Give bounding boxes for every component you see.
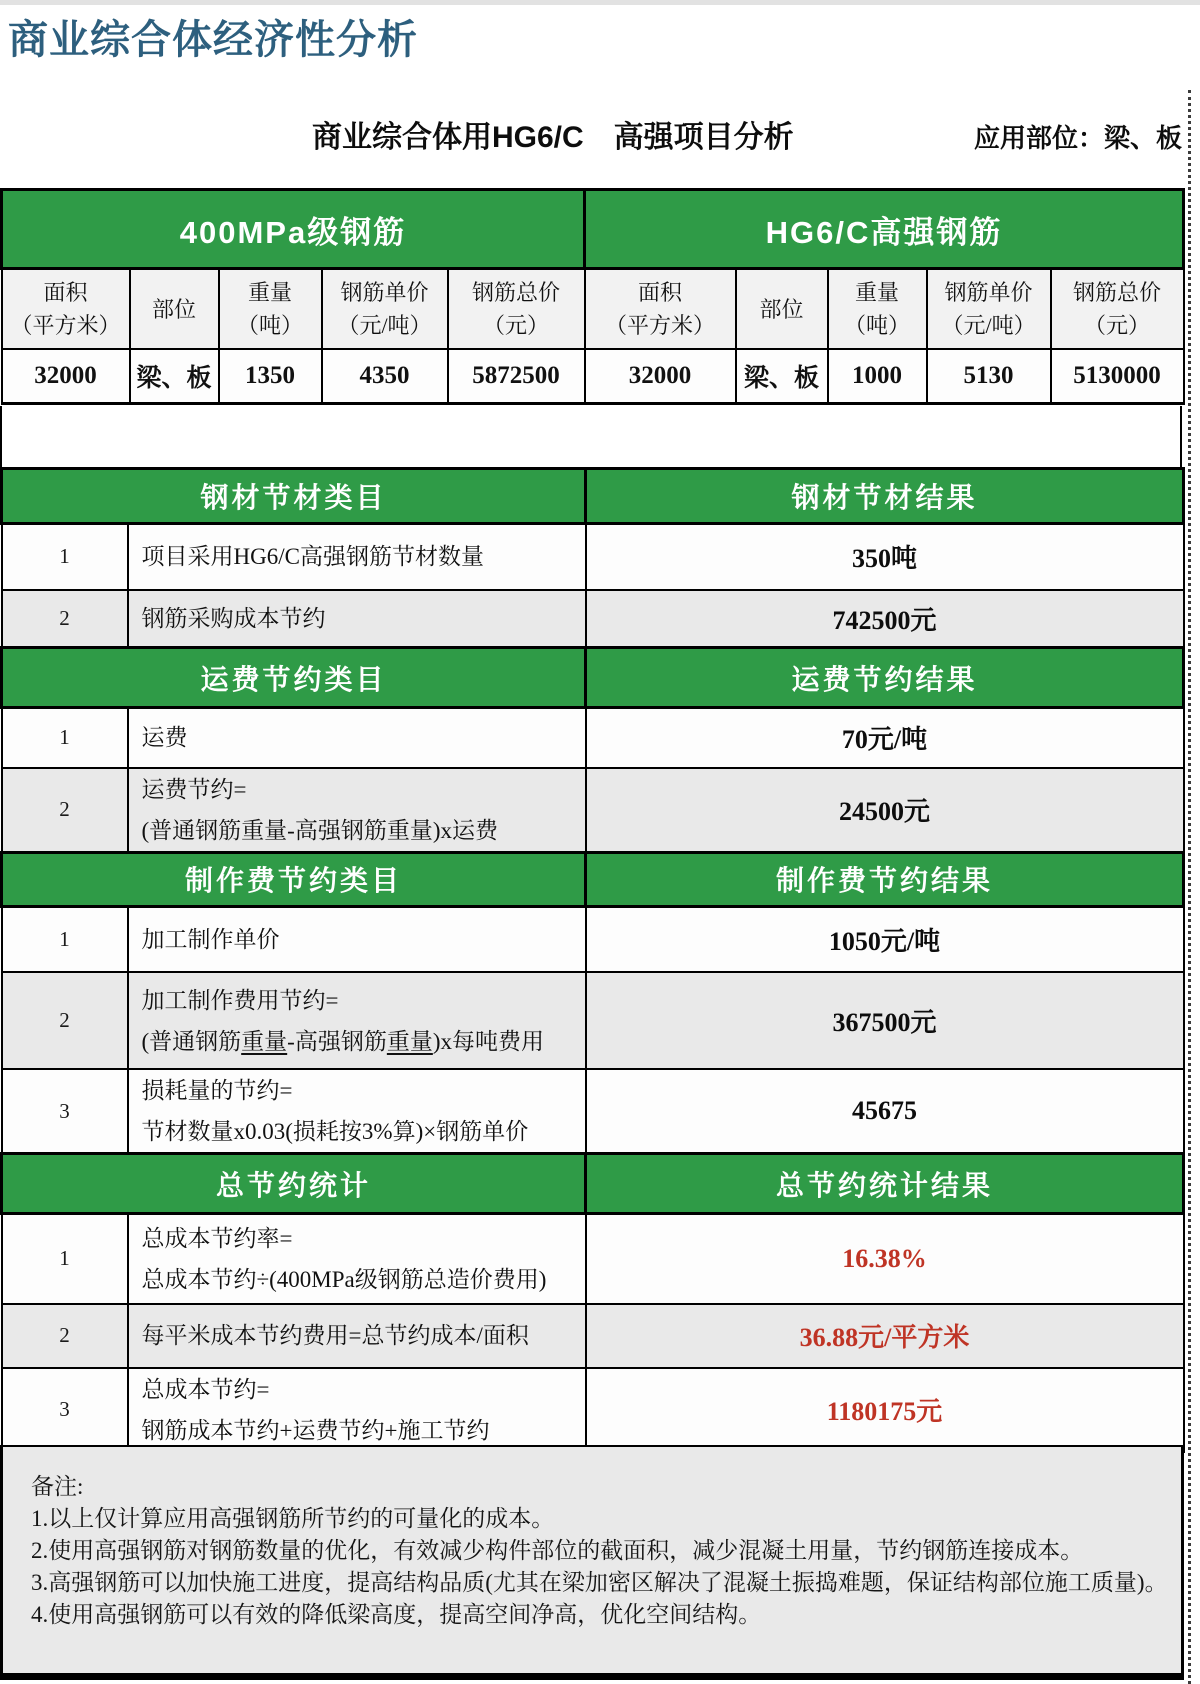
table-row (2, 708, 1184, 768)
data-cell-weight: 1350 (219, 349, 322, 404)
row-number-cell: 1 (2, 524, 128, 590)
row-number-cell: 1 (2, 708, 128, 768)
section-result-header: 钢材节材结果 (586, 469, 1184, 524)
row-number-cell: 2 (2, 768, 128, 853)
spacer-row (0, 406, 1182, 467)
data-cell-location: 梁、板 (736, 349, 828, 404)
section-header-row-total (2, 1154, 1184, 1214)
row-result-cell: 70元/吨 (586, 708, 1184, 768)
comparison-table (0, 188, 1185, 405)
row-result-cell: 45675 (586, 1069, 1184, 1154)
row-number-cell: 2 (2, 1304, 128, 1368)
data-cell-total-price: 5130000 (1051, 349, 1184, 404)
data-cell-unit-price: 5130 (927, 349, 1051, 404)
row-description-cell: 加工制作费用节约= (普通钢筋重量-高强钢筋重量)x每吨费用 (128, 972, 586, 1069)
section-result-header: 总节约统计结果 (586, 1154, 1184, 1214)
section-result-header: 制作费节约结果 (586, 852, 1184, 906)
data-cell-area: 32000 (585, 349, 736, 404)
row-description-cell: 运费节约= (普通钢筋重量-高强钢筋重量)x运费 (128, 768, 586, 853)
section-category-header: 运费节约类目 (2, 648, 586, 708)
data-cell-weight: 1000 (828, 349, 927, 404)
row-result-cell: 24500元 (586, 768, 1184, 853)
column-header-area: 面积 （平方米） (2, 269, 130, 350)
column-header-location: 部位 (736, 269, 828, 350)
row-description-cell: 总成本节约= 钢筋成本节约+运费节约+施工节约 (128, 1368, 586, 1452)
row-result-cell: 350吨 (586, 524, 1184, 590)
row-number-cell: 3 (2, 1368, 128, 1452)
note-item-4: 4.使用高强钢筋可以有效的降低梁高度，提高空间净高，优化空间结构。 (31, 1602, 762, 1627)
row-number-cell: 1 (2, 906, 128, 972)
section-header-row-fabrication (2, 852, 1184, 906)
row-result-cell: 16.38% (586, 1214, 1184, 1304)
table-row (2, 1368, 1184, 1452)
row-result-cell: 1180175元 (586, 1368, 1184, 1452)
row-result-cell: 742500元 (586, 590, 1184, 648)
group-header-row (2, 190, 1184, 269)
column-header-total-price: 钢筋总价 （元） (1051, 269, 1184, 350)
table-row (2, 524, 1184, 590)
column-header-row (2, 269, 1184, 350)
row-result-cell: 36.88元/平方米 (586, 1304, 1184, 1368)
table-row (2, 1214, 1184, 1304)
section-category-header: 钢材节材类目 (2, 469, 586, 524)
data-cell-unit-price: 4350 (322, 349, 448, 404)
column-header-location: 部位 (130, 269, 219, 350)
row-number-cell: 3 (2, 1069, 128, 1154)
data-cell-location: 梁、板 (130, 349, 219, 404)
table-row (2, 906, 1184, 972)
data-cell-total-price: 5872500 (448, 349, 585, 404)
group-header-hg6c: HG6/C高强钢筋 (585, 190, 1184, 269)
row-number-cell: 2 (2, 972, 128, 1069)
row-description-cell: 运费 (128, 708, 586, 768)
column-header-unit-price: 钢筋单价 （元/吨） (322, 269, 448, 350)
table-row (2, 590, 1184, 648)
table-row (2, 1304, 1184, 1368)
section-category-header: 制作费节约类目 (2, 852, 586, 906)
note-item-2: 2.使用高强钢筋对钢筋数量的优化，有效减少构件部位的截面积，减少混凝土用量，节约钢筋连接成本。 (31, 1538, 1084, 1563)
row-description-cell: 项目采用HG6/C高强钢筋节材数量 (128, 524, 586, 590)
page-edge-dotted-line (1188, 90, 1191, 1684)
notes-label: 备注: (31, 1474, 84, 1499)
page-title: 商业综合体经济性分析 (8, 18, 418, 62)
section-result-header: 运费节约结果 (586, 648, 1184, 708)
group-header-400mpa: 400MPa级钢筋 (2, 190, 585, 269)
row-result-cell: 367500元 (586, 972, 1184, 1069)
table-row (2, 1069, 1184, 1154)
table-row (2, 972, 1184, 1069)
row-description-cell: 总成本节约率= 总成本节约÷(400MPa级钢筋总造价费用) (128, 1214, 586, 1304)
row-description-cell: 加工制作单价 (128, 906, 586, 972)
notes-section (0, 1445, 1184, 1680)
data-row (2, 349, 1184, 404)
note-item-3: 3.高强钢筋可以加快施工进度，提高结构品质(尤其在梁加密区解决了混凝土振捣难题，保证结构部位施工质量)。 (31, 1570, 1168, 1595)
savings-table (0, 467, 1185, 1453)
column-header-weight: 重量 （吨） (828, 269, 927, 350)
table-subtitle: 商业综合体用HG6/C 高强项目分析 (312, 121, 794, 154)
row-description-cell: 钢筋采购成本节约 (128, 590, 586, 648)
note-item-1: 1.以上仅计算应用高强钢筋所节约的可量化的成本。 (31, 1506, 555, 1531)
section-header-row-steel (2, 469, 1184, 524)
column-header-unit-price: 钢筋单价 （元/吨） (927, 269, 1051, 350)
data-cell-area: 32000 (2, 349, 130, 404)
column-header-area: 面积 （平方米） (585, 269, 736, 350)
section-category-header: 总节约统计 (2, 1154, 586, 1214)
section-header-row-freight (2, 648, 1184, 708)
row-number-cell: 2 (2, 590, 128, 648)
column-header-total-price: 钢筋总价 （元） (448, 269, 585, 350)
row-description-cell: 损耗量的节约= 节材数量x0.03(损耗按3%算)×钢筋单价 (128, 1069, 586, 1154)
row-number-cell: 1 (2, 1214, 128, 1304)
column-header-weight: 重量 （吨） (219, 269, 322, 350)
row-result-cell: 1050元/吨 (586, 906, 1184, 972)
top-edge-strip (0, 0, 1200, 5)
application-note: 应用部位：梁、板 (973, 123, 1182, 153)
row-description-cell: 每平米成本节约费用=总节约成本/面积 (128, 1304, 586, 1368)
table-row (2, 768, 1184, 853)
